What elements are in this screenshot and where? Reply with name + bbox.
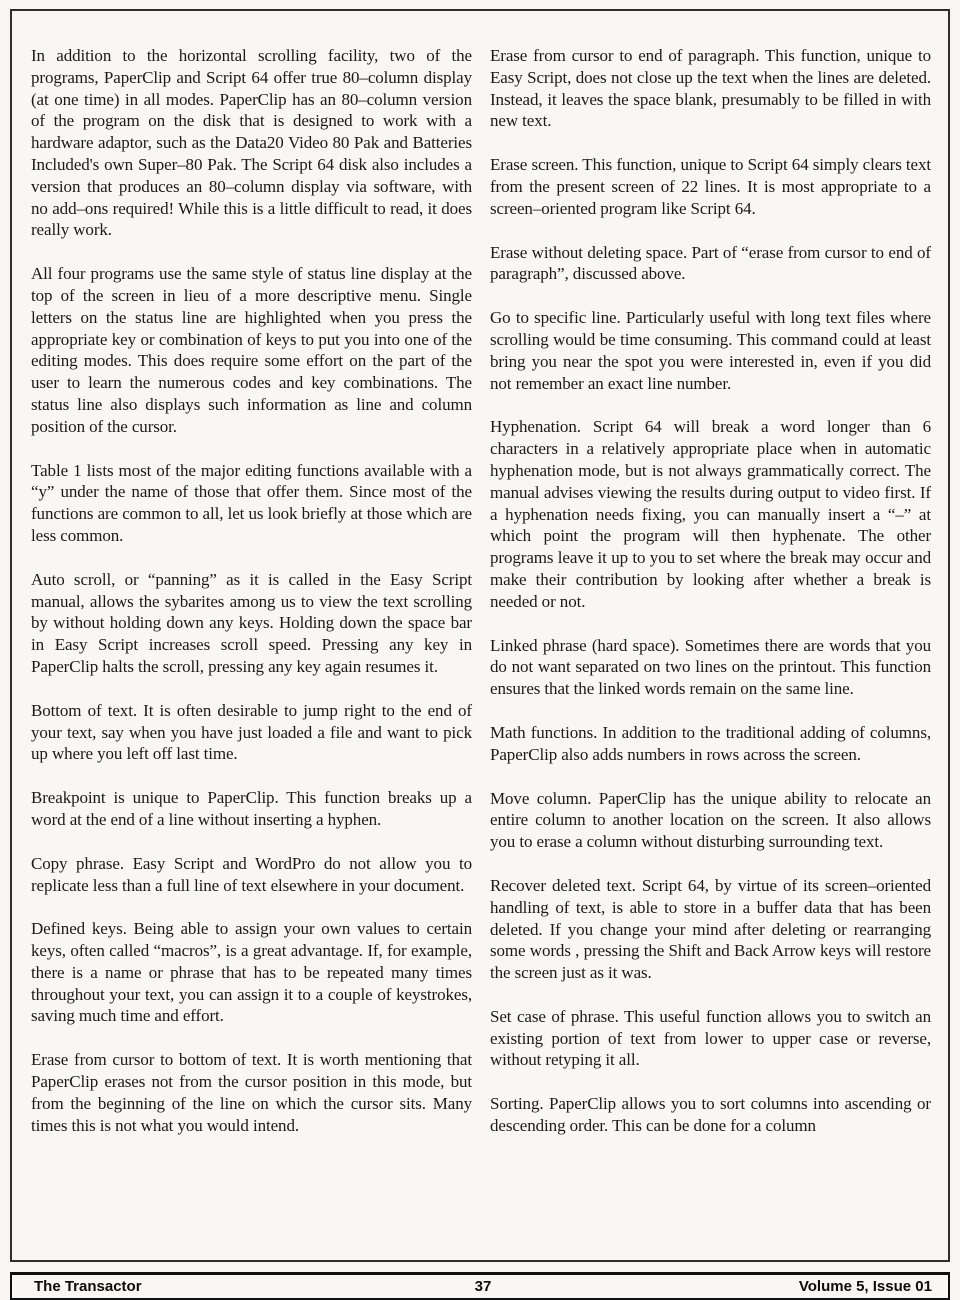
paragraph: Math functions. In addition to the traditional adding of columns, PaperClip also adds numbers in rows across the screen. <box>490 722 931 764</box>
paragraph: Auto scroll, or “panning” as it is called in the Easy Script manual, allows the sybarites among us to view the text scrolling by without holding down any keys. Holding down the space bar in Easy Script increases scroll speed. Pressing any key in PaperClip halts the scroll, pressing any key again resumes it. <box>31 569 472 676</box>
paragraph: All four programs use the same style of status line display at the top of the screen in lieu of a more descriptive menu. Single letters on the status line are highlighted when you press the appropriate key or combination of keys to put you into one of the editing modes. This does require some effort on the part of the user to learn the numerous codes and key combinations. The status line also displays such information as line and column position of the cursor. <box>31 264 472 436</box>
footer-journal-title: The Transactor <box>34 1278 142 1295</box>
paragraph: In addition to the horizontal scrolling facility, two of the programs, PaperClip and Script 64 offer true 80–column display (at one time) in all modes. PaperClip has an 80–column version of the program on the disk that is designed to work with a hardware adaptor, such as the Data20 Video 80 Pak and Batteries Included's own Super–80 Pak. The Script 64 disk also includes a version that produces an 80–column display via software, with no add–ons required! While this is a little difficult to read, it does really work. <box>31 46 472 240</box>
footer-page-number: 37 <box>474 1278 492 1295</box>
paragraph: Defined keys. Being able to assign your own values to certain keys, often called “macros”, is a great advantage. If, for example, there is a name or phrase that has to be repeated many times throughout your text, you can assign it to a couple of keystrokes, saving much time and effort. <box>31 919 472 1026</box>
paragraph: Erase without deleting space. Part of “erase from cursor to end of paragraph”, discussed above. <box>490 242 931 284</box>
paragraph: Erase from cursor to end of paragraph. This function, unique to Easy Script, does not close up the text when the lines are deleted. Instead, it leaves the space blank, presumably to be filled in with new text. <box>490 46 931 131</box>
paragraph: Hyphenation. Script 64 will break a word longer than 6 characters in a relatively appropriate place when in automatic hyphenation mode, but is not always grammatically correct. The manual advises viewing the results during output to video first. If a hyphenation needs fixing, you can manually insert a “–” at which point the program will then hyphenate. The other programs leave it up to you to set where the break may occur and make their contribution by looking after whether a break is needed or not. <box>490 417 931 611</box>
two-column-layout <box>12 11 948 1159</box>
paragraph: Go to specific line. Particularly useful with long text files where scrolling would be time consuming. This command could at least bring you near the spot you were interested in, even if you did not remember an exact line number. <box>490 308 931 393</box>
paragraph: Bottom of text. It is often desirable to jump right to the end of your text, say when you have just loaded a file and want to pick up where you left off last time. <box>31 700 472 764</box>
left-column <box>31 45 472 1159</box>
footer-volume-issue: Volume 5, Issue 01 <box>798 1278 932 1295</box>
paragraph: Sorting. PaperClip allows you to sort columns into ascending or descending order. This can be done for a column <box>490 1094 931 1136</box>
paragraph: Move column. PaperClip has the unique ability to relocate an entire column to another location on the screen. It also allows you to erase a column without disturbing surrounding text. <box>490 788 931 852</box>
paragraph: Erase from cursor to bottom of text. It is worth mentioning that PaperClip erases not from the cursor position in this mode, but from the beginning of the line on which the cursor sits. Many times this is not what you would intend. <box>31 1050 472 1135</box>
paragraph: Erase screen. This function, unique to Script 64 simply clears text from the present screen of 22 lines. It is most appropriate to a screen–oriented program like Script 64. <box>490 155 931 218</box>
paragraph: Breakpoint is unique to PaperClip. This function breaks up a word at the end of a line without inserting a hyphen. <box>31 788 472 829</box>
right-column <box>490 45 931 1159</box>
paragraph: Recover deleted text. Script 64, by virtue of its screen–oriented handling of text, is able to store in a buffer data that has been deleted. If you change your mind after deleting or rearranging some words , pressing the Shift and Back Arrow keys will restore the screen just as it was. <box>490 875 931 983</box>
paragraph: Table 1 lists most of the major editing functions available with a “y” under the name of those that offer them. Since most of the functions are common to all, let us look briefly at those which are less common. <box>31 460 472 545</box>
page-border <box>10 9 950 1262</box>
footer-band <box>10 1272 950 1300</box>
paragraph: Copy phrase. Easy Script and WordPro do not allow you to replicate less than a full line of text elsewhere in your document. <box>31 853 472 895</box>
paragraph: Linked phrase (hard space). Sometimes there are words that you do not want separated on two lines on the printout. This function ensures that the linked words remain on the same line. <box>490 635 931 699</box>
paragraph: Set case of phrase. This useful function allows you to switch an existing portion of text from lower to upper case or reverse, without retyping it all. <box>490 1006 931 1070</box>
